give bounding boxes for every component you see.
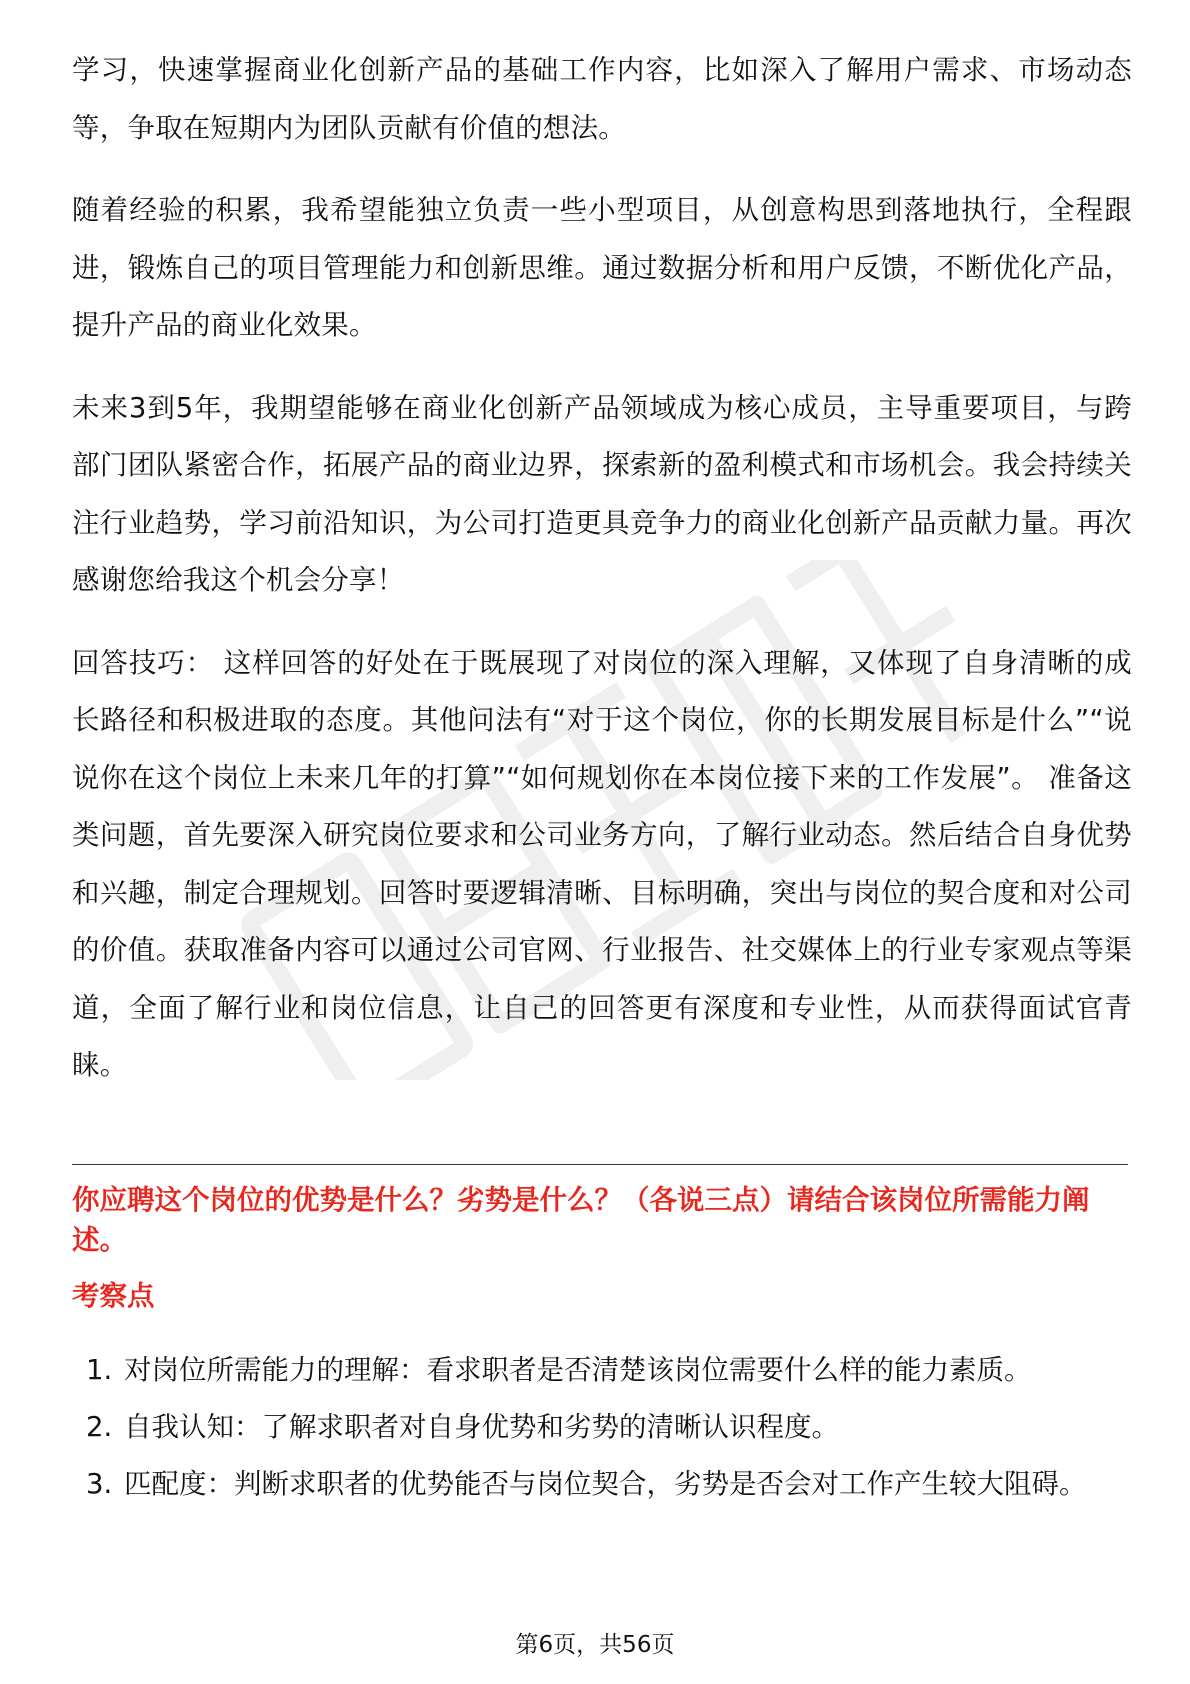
body-text <box>72 42 1132 1120</box>
list-item <box>86 1342 1132 1399</box>
list-item-number: 2. <box>86 1411 113 1443</box>
paragraph: 随着经验的积累，我希望能独立负责一些小型项目，从创意构思到落地执行，全程跟进，锻炼自己的项目管理能力和创新思维。通过数据分析和用户反馈，不断优化产品，提升产品的商业化效果。 <box>72 194 1132 341</box>
paragraph: 未来3到5年，我期望能够在商业化创新产品领域成为核心成员，主导重要项目，与跨部门团队紧密合作，拓展产品的商业边界，探索新的盈利模式和市场机会。我会持续关注行业趋势，学习前沿知识，为公司打造更具竞争力的商业化创新产品贡献力量。再次感谢您给我这个机会分享！ <box>72 391 1132 596</box>
list-item-number: 3. <box>86 1468 113 1500</box>
paragraph: 学习，快速掌握商业化创新产品的基础工作内容，比如深入了解用户需求、市场动态等，争取在短期内为团队贡献有价值的想法。 <box>72 54 1132 144</box>
list-item <box>86 1456 1132 1513</box>
paragraph: 回答技巧： 这样回答的好处在于既展现了对岗位的深入理解，又体现了自身清晰的成长路径和积极进取的态度。其他问法有“对于这个岗位，你的长期发展目标是什么”“说说你在这个岗位上未来几年的打算”“如何规划你在本岗位接下来的工作发展”。 准备这类问题，首先要深入研究岗位要求和公司业务方向，了解行业动态。然后结合自身优势和兴趣，制定合理规划。回答时要逻辑清晰、目标明确，突出与岗位的契合度和对公司的价值。获取准备内容可以通过公司官网、行业报告、社交媒体上的行业专家观点等渠道，全面了解行业和岗位信息，让自己的回答更有深度和专业性，从而获得面试官青睐。 <box>72 646 1132 1081</box>
list-item-text: 匹配度：判断求职者的优势能否与岗位契合，劣势是否会对工作产生较大阻碍。 <box>124 1468 1087 1500</box>
list-item-number: 1. <box>86 1354 113 1386</box>
section-divider <box>72 1164 1128 1165</box>
list-item-text: 对岗位所需能力的理解：看求职者是否清楚该岗位需要什么样的能力素质。 <box>124 1354 1032 1386</box>
question-heading: 你应聘这个岗位的优势是什么？劣势是什么？（各说三点）请结合该岗位所需能力阐述。 <box>72 1184 1090 1256</box>
section-label: 考察点 <box>72 1280 155 1312</box>
assessment-points-list <box>86 1342 1132 1513</box>
list-item <box>86 1399 1132 1456</box>
list-item-text: 自我认知：了解求职者对自身优势和劣势的清晰认识程度。 <box>124 1411 839 1443</box>
page-number: 第6页，共56页 <box>515 1632 675 1658</box>
